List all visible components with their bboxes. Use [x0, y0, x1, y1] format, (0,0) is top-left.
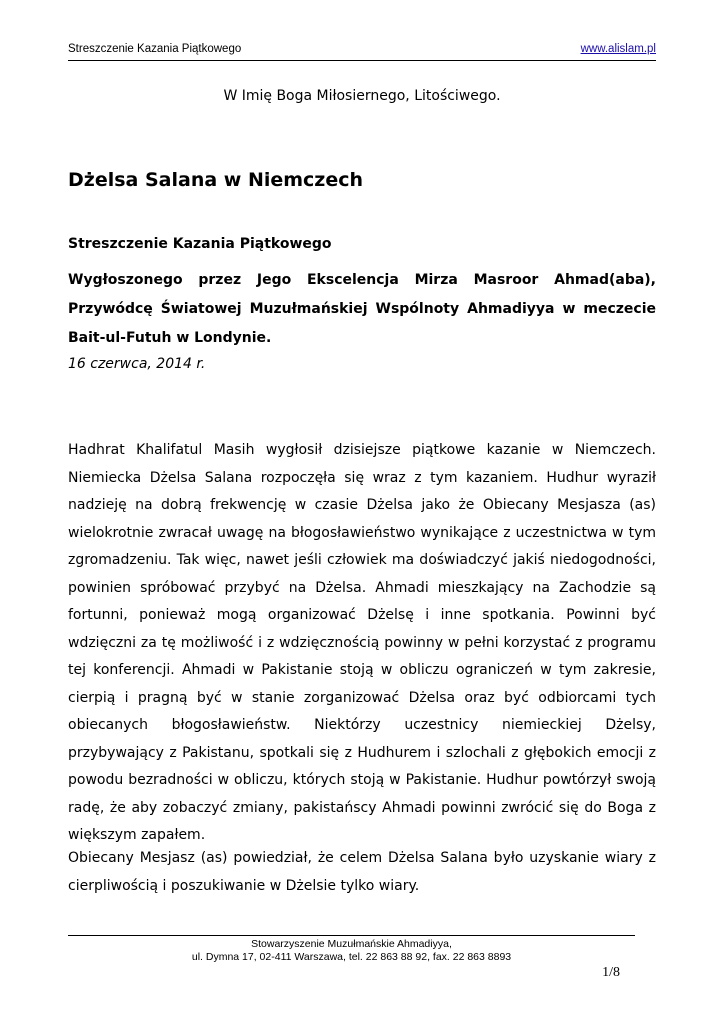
- delivered-by: Wygłoszonego przez Jego Ekscelencja Mirza Masroor Ahmad(aba), Przywódcę Światowej Muzułmańskiej Wspólnoty Ahmadiyya w meczecie Bait-ul-Futuh w Londynie.: [68, 272, 656, 346]
- header-title: Streszczenie Kazania Piątkowego: [68, 43, 242, 55]
- footer-address: ul. Dymna 17, 02-411 Warszawa, tel. 22 863 88 92, fax. 22 863 8893: [191, 951, 512, 963]
- page-number: 1/8: [602, 965, 620, 980]
- header-website-link[interactable]: www.alislam.pl: [580, 43, 656, 55]
- bismillah-line: W Imię Boga Miłosiernego, Litościwego.: [223, 88, 501, 104]
- document-subtitle: Streszczenie Kazania Piątkowego: [68, 236, 332, 252]
- document-title: Dżelsa Salana w Niemczech: [68, 169, 364, 191]
- header-divider: [68, 60, 656, 61]
- body-paragraph: Obiecany Mesjasz (as) powiedział, że celem Dżelsa Salana było uzyskanie wiary z cierpliwością i poszukiwanie w Dżelsie tylko wiary.: [68, 850, 656, 894]
- body-paragraph: Hadhrat Khalifatul Masih wygłosił dzisiejsze piątkowe kazanie w Niemczech. Niemiecka Dżelsa Salana rozpoczęła się wraz z tym kazaniem. Hudhur wyraził nadzieję na dobrą frekwencję w czasie Dżelsa jako że Obiecany Mesjasza (as) wielokrotnie zwracał uwagę na błogosławieństwo wynikające z uczestnictwa w tym zgromadzeniu. Tak więc, nawet jeśli człowiek ma doświadczyć jakiś niedogodności, powinien spróbować przybyć na Dżelsa. Ahmadi mieszkający na Zachodzie są fortunni, ponieważ mogą organizować Dżelsę i inne spotkania. Powinni być wdzięczni za tę możliwość i z wdzięcznością powinny w pełni korzystać z programu tej konferencji. Ahmadi w Pakistanie stoją w obliczu ograniczeń w tym zakresie, cierpią i pragną być w stanie zorganizować Dżelsa oraz być odbiorcami tych obiecanych błogosławieństw. Niektórzy uczestnicy niemieckiej Dżelsy, przybywający z Pakistanu, spotkali się z Hudhurem i szlochali z głębokich emocji z powodu bezradności w obliczu, których stoją w Pakistanie. Hudhur powtórzył swoją radę, że aby zobaczyć zmiany, pakistańscy Ahmadi powinni zwrócić się do Boga z większym zapałem.: [68, 442, 656, 843]
- footer-organization: Stowarzyszenie Muzułmańskie Ahmadiyya,: [251, 938, 452, 950]
- sermon-date: 16 czerwca, 2014 r.: [68, 356, 206, 372]
- footer-divider: [68, 935, 635, 936]
